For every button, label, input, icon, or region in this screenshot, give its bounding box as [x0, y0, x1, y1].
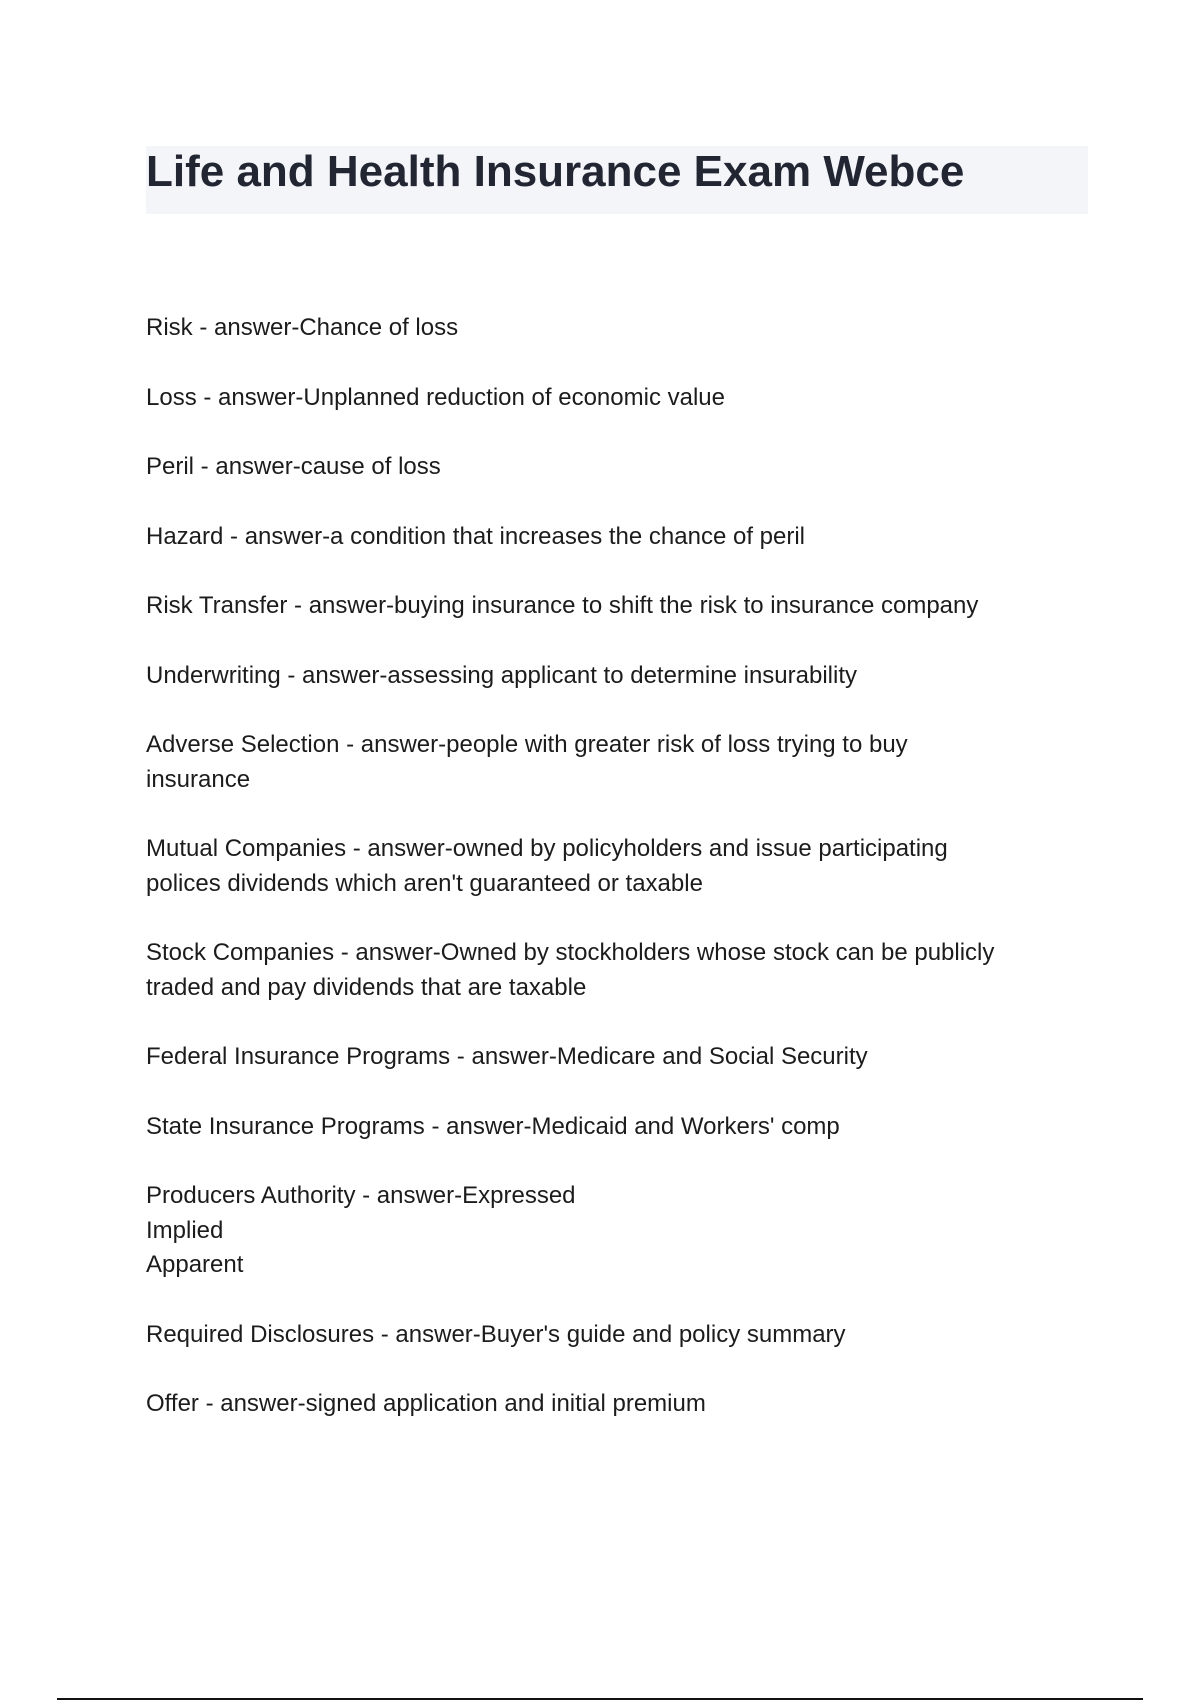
qa-entry: [146, 659, 1096, 694]
qa-entry-line: Federal Insurance Programs - answer-Medicare and Social Security: [146, 1043, 868, 1070]
qa-list: [146, 311, 1096, 1457]
qa-entry: [146, 1179, 1096, 1283]
qa-entry-line: Underwriting - answer-assessing applicant to determine insurability: [146, 661, 857, 689]
qa-entry: [146, 450, 1096, 485]
qa-entry-line: Mutual Companies - answer-owned by policyholders and issue participating: [146, 835, 948, 862]
qa-entry: [146, 520, 1096, 555]
qa-entry: [146, 1040, 1096, 1075]
qa-entry-line: Loss - answer-Unplanned reduction of economic value: [146, 383, 725, 411]
qa-entry-line: Adverse Selection - answer-people with greater risk of loss trying to buy: [146, 731, 908, 758]
qa-entry-line: polices dividends which aren't guaranteed or taxable: [146, 869, 703, 897]
qa-entry-line: insurance: [146, 765, 251, 793]
qa-entry: [146, 1110, 1096, 1145]
qa-entry-line: Hazard - answer-a condition that increases the chance of peril: [146, 522, 806, 550]
qa-entry-line: Offer - answer-signed application and initial premium: [146, 1390, 706, 1417]
qa-entry-line: Risk Transfer - answer-buying insurance to shift the risk to insurance company: [146, 592, 979, 619]
qa-entry: [146, 381, 1096, 416]
page-title: Life and Health Insurance Exam Webce: [146, 147, 965, 196]
qa-entry: [146, 832, 1096, 901]
qa-entry: [146, 589, 1096, 624]
qa-entry-line: Stock Companies - answer-Owned by stockholders whose stock can be publicly: [146, 939, 995, 966]
qa-entry: [146, 1387, 1096, 1422]
qa-entry: [146, 936, 1096, 1005]
qa-entry: [146, 1318, 1096, 1353]
qa-entry-line: traded and pay dividends that are taxable: [146, 973, 587, 1001]
qa-entry-line: Implied: [146, 1216, 224, 1244]
qa-entry-line: State Insurance Programs - answer-Medicaid and Workers' comp: [146, 1112, 840, 1140]
qa-entry-line: Risk - answer-Chance of loss: [146, 314, 459, 341]
qa-entry-line: Producers Authority - answer-Expressed: [146, 1182, 576, 1209]
qa-entry-line: Peril - answer-cause of loss: [146, 453, 441, 480]
qa-entry-line: Apparent: [146, 1251, 244, 1278]
qa-entry: [146, 728, 1096, 797]
qa-entry-line: Required Disclosures - answer-Buyer's guide and policy summary: [146, 1320, 846, 1348]
qa-entry: [146, 311, 1096, 346]
